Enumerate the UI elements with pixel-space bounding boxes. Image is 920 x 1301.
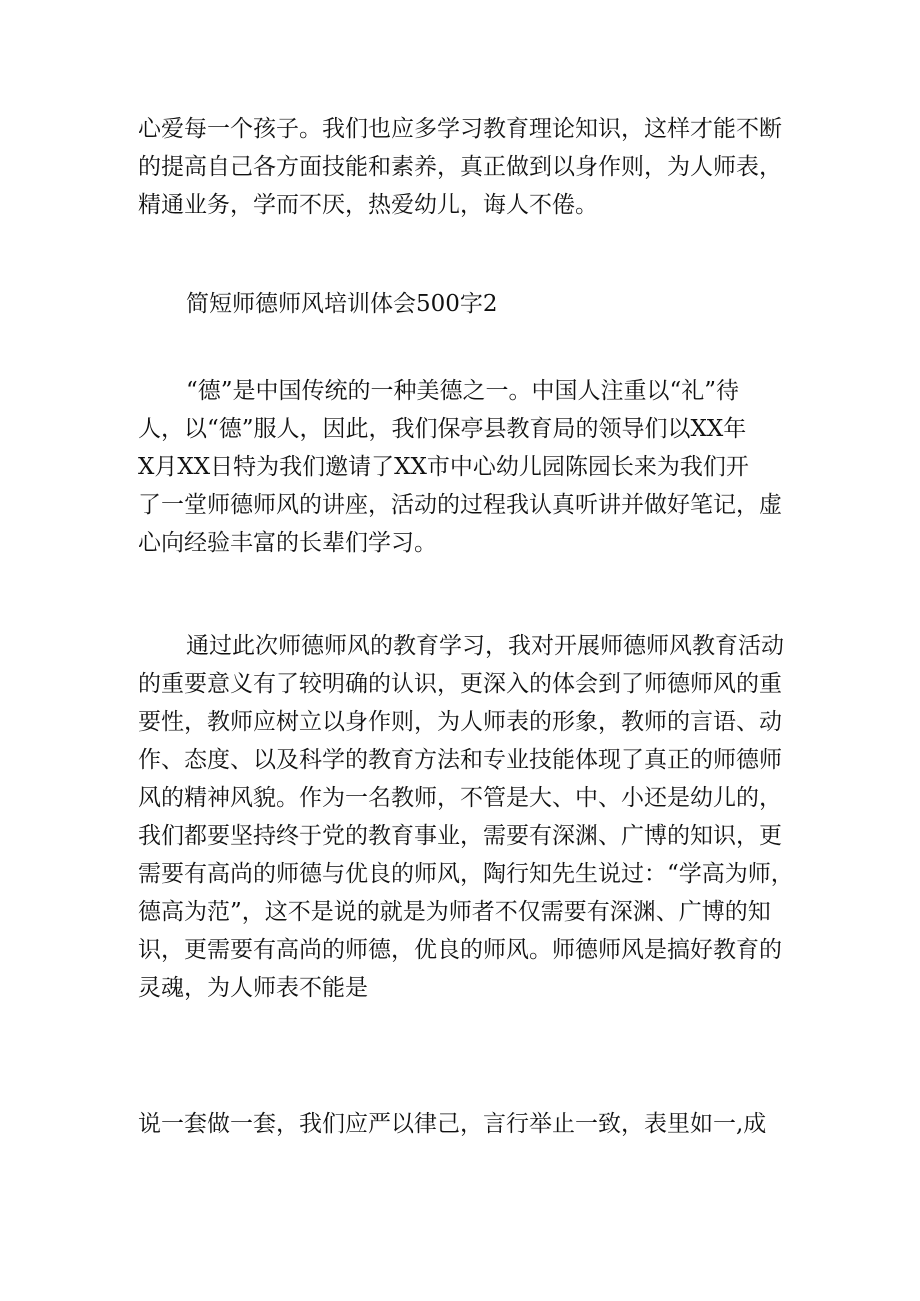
text-line: 要性，教师应树立以身作则，为人师表的形象，教师的言语、动 xyxy=(138,709,782,735)
text-line: 风的精神风貌。作为一名教师，不管是大、中、小还是幼儿的， xyxy=(138,785,782,811)
text-line: 我们都要坚持终于党的教育事业，需要有深渊、广博的知识，更 xyxy=(138,823,782,849)
text-line: “德”是中国传统的一种美德之一。中国人注重以“礼”待 xyxy=(186,378,740,404)
text-line: 的重要意义有了较明确的认识，更深入的体会到了师德师风的重 xyxy=(138,671,782,697)
paragraph-1 xyxy=(138,110,788,224)
text-line: 作、态度、以及科学的教育方法和专业技能体现了真正的师德师 xyxy=(138,747,782,773)
text-line: 的提高自己各方面技能和素养，真正做到以身作则，为人师表， xyxy=(138,154,782,180)
paragraph-2 xyxy=(138,372,788,562)
paragraph-3 xyxy=(138,627,794,1007)
text-line: X月XX日特为我们邀请了XX市中心幼儿园陈园长来为我们开 xyxy=(138,454,749,480)
text-line: 识，更需要有高尚的师德，优良的师风。师德师风是搞好教育的 xyxy=(138,937,782,963)
text-line: 德高为范”，这不是说的就是为师者不仅需要有深渊、广博的知 xyxy=(138,899,771,925)
heading-text: 简短师德师风培训体会500字2 xyxy=(186,291,498,317)
text-line: 心爱每一个孩子。我们也应多学习教育理论知识，这样才能不断 xyxy=(138,116,782,142)
text-line: 精通业务，学而不厌，热爱幼儿，诲人不倦。 xyxy=(138,192,598,218)
text-line: 通过此次师德师风的教育学习，我对开展师德师风教育活动 xyxy=(186,633,784,659)
text-line: 说一套做一套，我们应严以律己，言行举止一致，表里如一,成 xyxy=(138,1111,767,1137)
text-line: 人，以“德”服人，因此，我们保亭县教育局的领导们以XX年 xyxy=(138,416,747,442)
section-heading xyxy=(138,285,788,323)
text-line: 了一堂师德师风的讲座，活动的过程我认真听讲并做好笔记，虚 xyxy=(138,492,782,518)
text-line: 需要有高尚的师德与优良的师风，陶行知先生说过：“学高为师， xyxy=(138,861,794,887)
text-line: 心向经验丰富的长辈们学习。 xyxy=(138,530,437,556)
paragraph-4 xyxy=(138,1105,788,1143)
text-line: 灵魂，为人师表不能是 xyxy=(138,975,368,1001)
